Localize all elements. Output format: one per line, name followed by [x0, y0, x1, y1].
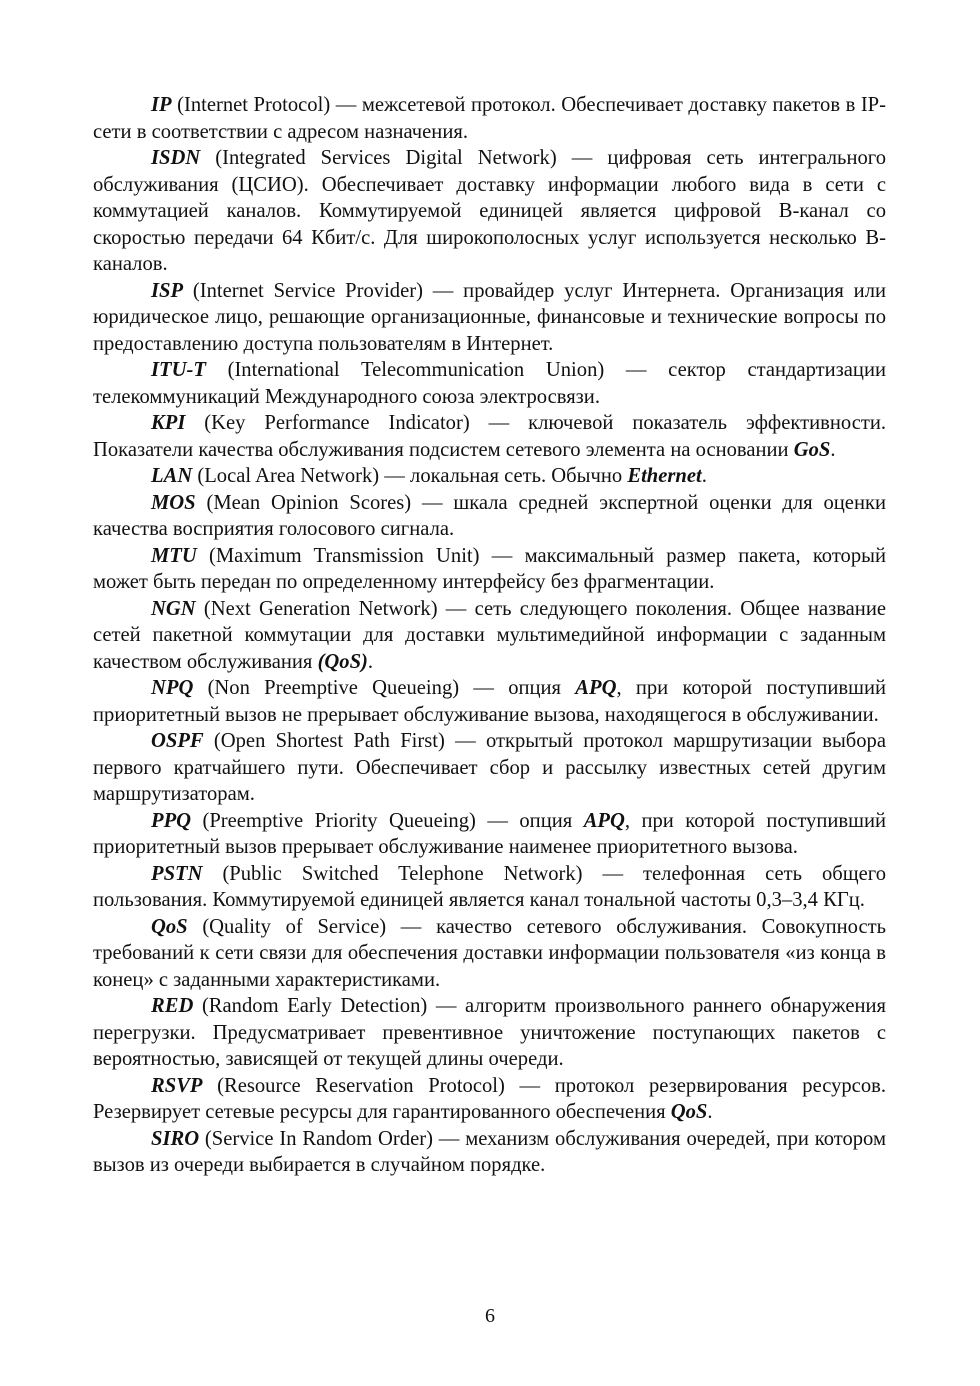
- glossary-entry: [93, 410, 886, 463]
- glossary-term: SIRO: [151, 1127, 200, 1150]
- glossary-definition-text: (Next Generation Network) — сеть следующего поколения. Общее название сетей пакетной коммутации для доставки мультимедийной информации с заданным качеством обслуживания: [93, 597, 886, 673]
- glossary-entry: [93, 278, 886, 358]
- glossary-entry: [93, 1073, 886, 1126]
- glossary-term: OSPF: [151, 730, 204, 752]
- glossary-term: ISP: [151, 279, 184, 302]
- glossary-definition-text: (Internet Protocol) — межсетевой протокол. Обеспечивает доставку пакетов в IP-сети в соответствии с адресом назначения.: [93, 94, 886, 143]
- glossary-term: PSTN: [151, 862, 203, 885]
- term-reference: APQ: [583, 809, 625, 832]
- glossary-definition-text: (Open Shortest Path First) — открытый протокол маршрутизации выбора первого кратчайшего пути. Обеспечивает сбор и рассылку известных сетей другим маршрутизаторам.: [93, 730, 886, 805]
- glossary-definition-text: (Service In Random Order) — механизм обслуживания очередей, при котором вызов из очереди выбирается в случайном порядке.: [93, 1127, 886, 1176]
- glossary-entry: [93, 861, 886, 914]
- glossary-entry: [93, 1126, 886, 1179]
- glossary-term: MTU: [151, 544, 197, 567]
- glossary-entry: [93, 145, 886, 278]
- glossary-definition-text: (Quality of Service) — качество сетевого обслуживания. Совокупность требований к сети связи для обеспечения доставки информации пользователя «из конца в конец» с заданными характеристиками.: [93, 915, 886, 991]
- glossary-term: NPQ: [151, 677, 194, 699]
- glossary-definition-text: (Public Switched Telephone Network) — телефонная сеть общего пользования. Коммутируемой единицей является канал тональной частоты 0,3–3,4 КГц.: [93, 862, 886, 911]
- glossary-term: MOS: [151, 491, 196, 514]
- glossary-entry: [93, 596, 886, 676]
- glossary-term: ISDN: [151, 147, 201, 169]
- glossary-entry: [93, 92, 886, 145]
- glossary-definition-text: (Preemptive Priority Queueing) — опция: [191, 809, 584, 832]
- glossary-definition-text: (Internet Service Provider) — провайдер услуг Интернета. Организация или юридическое лицо, решающие организационные, финансовые и технические вопросы по предоставлению доступа пользователям в Интернет.: [93, 279, 886, 355]
- glossary-definition-text: , при которой поступивший приоритетный вызов прерывает обслуживание наименее приоритетного вызова.: [93, 809, 887, 858]
- glossary-term: IP: [151, 94, 172, 116]
- glossary-definition-text: (Maximum Transmission Unit) — максимальный размер пакета, который может быть передан по определенному интерфейсу без фрагментации.: [93, 544, 886, 593]
- glossary-definition-text: .: [367, 650, 374, 673]
- glossary-definition-text: (Key Performance Indicator) — ключевой показатель эффективности. Показатели качества обслуживания подсистем сетевого элемента на основании: [93, 412, 886, 461]
- glossary-term: LAN: [151, 465, 193, 487]
- glossary-definition-text: .: [707, 1101, 713, 1123]
- glossary-term: KPI: [151, 412, 186, 434]
- glossary-definition-text: (Local Area Network) — локальная сеть. Обычно: [192, 465, 628, 487]
- glossary-term: ITU-T: [151, 359, 206, 381]
- glossary-page: [93, 92, 886, 1179]
- glossary-definition-text: (Non Preemptive Queueing) — опция: [193, 677, 576, 699]
- glossary-definition-text: (Integrated Services Digital Network) — цифровая сеть интегрального обслуживания (ЦСИО). Обеспечивает доставку информации любого вида в сети с коммутацией каналов. Коммутируемой единицей является цифровой B-канал со скоростью передачи 64 Кбит/с. Для широкополосных услуг используется несколько B-каналов.: [93, 147, 886, 275]
- term-reference: Ethernet: [627, 465, 702, 487]
- glossary-definition-text: (Random Early Detection) — алгоритм произвольного раннего обнаружения перегрузки. Предусматривает превентивное уничтожение поступающих пакетов с вероятностью, зависящей от текущей длины очереди.: [93, 995, 886, 1070]
- glossary-entry: [93, 543, 886, 596]
- glossary-definition-text: .: [701, 465, 707, 487]
- glossary-entry: [93, 728, 886, 808]
- glossary-entry: [93, 993, 886, 1073]
- glossary-entry: [93, 490, 886, 543]
- glossary-entry: [93, 463, 886, 490]
- glossary-list: [93, 92, 886, 1179]
- page-number: 6: [485, 1305, 495, 1327]
- glossary-definition-text: , при которой поступивший приоритетный вызов не прерывает обслуживание вызова, находящегося в обслуживании.: [93, 677, 886, 726]
- glossary-term: RED: [151, 995, 194, 1017]
- glossary-entry: [93, 808, 886, 861]
- glossary-term: NGN: [151, 597, 196, 620]
- term-reference: (QoS): [317, 650, 368, 673]
- term-reference: QoS: [670, 1101, 708, 1123]
- glossary-entry: [93, 675, 886, 728]
- glossary-term: QoS: [151, 915, 188, 938]
- term-reference: APQ: [575, 677, 617, 699]
- term-reference: GoS: [793, 438, 831, 461]
- glossary-entry: [93, 914, 886, 994]
- glossary-definition-text: (International Telecommunication Union) — сектор стандартизации телекоммуникаций Международного союза электросвязи.: [93, 359, 886, 408]
- glossary-definition-text: (Resource Reservation Protocol) — протокол резервирования ресурсов. Резервирует сетевые ресурсы для гарантированного обеспечения: [93, 1074, 886, 1123]
- glossary-definition-text: .: [830, 438, 836, 461]
- glossary-entry: [93, 357, 886, 410]
- glossary-term: PPQ: [151, 809, 192, 832]
- glossary-definition-text: (Mean Opinion Scores) — шкала средней экспертной оценки для оценки качества восприятия голосового сигнала.: [93, 491, 886, 540]
- glossary-term: RSVP: [151, 1074, 203, 1097]
